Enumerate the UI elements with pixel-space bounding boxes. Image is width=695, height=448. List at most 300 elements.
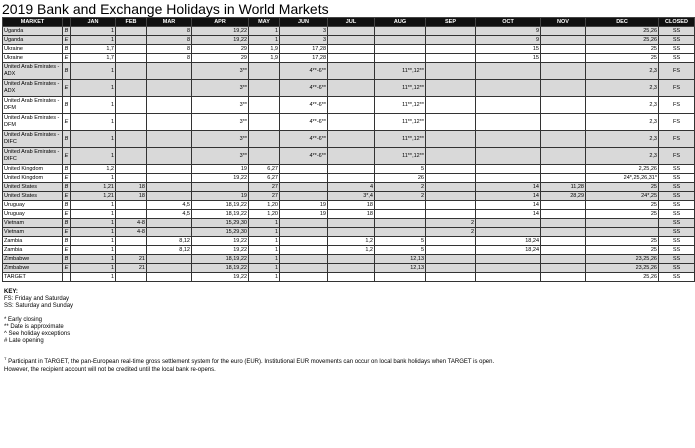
holiday-dates [375, 54, 426, 63]
key-fs: FS: Friday and Saturday [4, 296, 70, 302]
footnote-marker: T [4, 356, 7, 361]
holiday-dates [328, 219, 375, 228]
holiday-dates [116, 131, 147, 148]
holiday-dates: 18,24 [476, 237, 541, 246]
holiday-dates [476, 80, 541, 97]
holiday-dates [541, 45, 586, 54]
holiday-dates: 23,25,26 [586, 264, 659, 273]
holiday-dates: 1 [71, 219, 116, 228]
holiday-dates: 19 [280, 210, 328, 219]
holiday-dates [426, 201, 476, 210]
holiday-dates: 25,26 [586, 36, 659, 45]
market-name: United Arab Emirates - ADX [3, 63, 63, 80]
holiday-type: B [63, 219, 71, 228]
holiday-dates: 1 [249, 246, 280, 255]
holiday-dates [116, 63, 147, 80]
holiday-dates [280, 273, 328, 282]
column-header: JUN [280, 18, 328, 27]
market-name: Zimbabwe [3, 255, 63, 264]
holiday-dates: 25 [586, 246, 659, 255]
market-name: Ukraine [3, 45, 63, 54]
holiday-dates: 27 [249, 183, 280, 192]
table-body [3, 27, 695, 282]
holiday-dates [541, 273, 586, 282]
holiday-dates: 1 [71, 174, 116, 183]
holiday-dates: 18,24 [476, 246, 541, 255]
holiday-dates [541, 210, 586, 219]
holiday-dates [147, 131, 192, 148]
holiday-dates [116, 114, 147, 131]
holiday-dates: 3** [192, 114, 249, 131]
closed-days: SS [659, 165, 695, 174]
holiday-dates [249, 131, 280, 148]
holiday-dates [328, 273, 375, 282]
holiday-dates [147, 273, 192, 282]
holiday-dates [426, 210, 476, 219]
holiday-dates: 4,5 [147, 210, 192, 219]
table-row [3, 27, 695, 36]
holiday-dates [249, 148, 280, 165]
holiday-dates: 11**,12** [375, 80, 426, 97]
market-name: United Arab Emirates - DIFC [3, 148, 63, 165]
holiday-dates: 1 [71, 246, 116, 255]
holiday-dates [541, 174, 586, 183]
holiday-dates [426, 192, 476, 201]
holiday-dates [249, 80, 280, 97]
holiday-dates: 4,5 [147, 201, 192, 210]
holiday-type: B [63, 201, 71, 210]
holiday-dates [426, 97, 476, 114]
table-row [3, 228, 695, 237]
holiday-dates: 4**-6** [280, 131, 328, 148]
holiday-dates [280, 228, 328, 237]
closed-days: SS [659, 273, 695, 282]
holiday-dates [586, 219, 659, 228]
holiday-dates: 1 [71, 63, 116, 80]
holiday-dates [280, 165, 328, 174]
market-name: United Arab Emirates - DFM [3, 114, 63, 131]
holiday-dates: 11,28 [541, 183, 586, 192]
holiday-dates: 4-8 [116, 228, 147, 237]
holiday-dates: 1 [249, 255, 280, 264]
holiday-type: B [63, 165, 71, 174]
holiday-dates: 1 [71, 131, 116, 148]
holiday-dates [426, 237, 476, 246]
holiday-dates [426, 27, 476, 36]
holiday-dates: 1 [249, 264, 280, 273]
holiday-dates [328, 165, 375, 174]
holiday-dates [147, 264, 192, 273]
holiday-dates [375, 210, 426, 219]
holiday-dates: 3** [192, 148, 249, 165]
market-name: Zimbabwe [3, 264, 63, 273]
holiday-dates: 1 [71, 27, 116, 36]
holiday-dates: 2,25,26 [586, 165, 659, 174]
holiday-dates [116, 165, 147, 174]
target-footnote [4, 355, 667, 374]
holiday-dates [541, 80, 586, 97]
table-row [3, 54, 695, 63]
holiday-dates: 1,21 [71, 183, 116, 192]
holiday-dates [541, 131, 586, 148]
closed-days: SS [659, 237, 695, 246]
holiday-dates: 17,28 [280, 45, 328, 54]
closed-days: SS [659, 36, 695, 45]
footnote-line-1: Participant in TARGET, the pan-European real-time gross settlement system for the euro (EUR). Institutional EUR movements can occur on local bank holidays when TARGET is open. [8, 359, 495, 365]
column-header: MAR [147, 18, 192, 27]
table-row [3, 201, 695, 210]
closed-days: SS [659, 27, 695, 36]
holiday-dates: 1 [249, 273, 280, 282]
holiday-dates: 8 [147, 36, 192, 45]
holiday-dates [375, 201, 426, 210]
table-row [3, 131, 695, 148]
holiday-dates [249, 97, 280, 114]
holiday-dates: 1 [71, 237, 116, 246]
column-header: APR [192, 18, 249, 27]
holiday-dates [116, 27, 147, 36]
holiday-dates [328, 114, 375, 131]
holiday-type: E [63, 192, 71, 201]
holiday-dates: 14 [476, 183, 541, 192]
holiday-dates [375, 219, 426, 228]
table-row [3, 114, 695, 131]
holiday-dates [426, 54, 476, 63]
holiday-dates [147, 183, 192, 192]
market-name: United Arab Emirates - ADX [3, 80, 63, 97]
holiday-dates [541, 219, 586, 228]
holiday-dates [280, 246, 328, 255]
holiday-dates [147, 192, 192, 201]
holiday-dates: 6,27 [249, 174, 280, 183]
holiday-dates: 25,26 [586, 27, 659, 36]
holiday-type: E [63, 148, 71, 165]
page-title: 2019 Bank and Exchange Holidays in World Markets [2, 1, 329, 17]
holiday-dates: 21 [116, 255, 147, 264]
closed-days: SS [659, 246, 695, 255]
holiday-dates: 2,3 [586, 148, 659, 165]
holiday-type: E [63, 210, 71, 219]
holiday-dates [116, 97, 147, 114]
holiday-dates [280, 192, 328, 201]
table-row [3, 219, 695, 228]
holiday-dates: 2 [426, 219, 476, 228]
holiday-dates: 18,19,22 [192, 264, 249, 273]
holiday-dates [116, 45, 147, 54]
table-row [3, 174, 695, 183]
holiday-dates: 8,12 [147, 246, 192, 255]
holiday-dates [192, 183, 249, 192]
holiday-dates: 9 [476, 36, 541, 45]
holiday-dates: 8 [147, 27, 192, 36]
market-name: TARGET [3, 273, 63, 282]
holiday-type: B [63, 131, 71, 148]
key-early-closing: * Early closing [4, 317, 43, 323]
holiday-dates: 2,3 [586, 63, 659, 80]
holiday-dates: 1,7 [71, 45, 116, 54]
holiday-dates [116, 54, 147, 63]
holiday-dates [328, 148, 375, 165]
holiday-type: B [63, 63, 71, 80]
column-header: NOV [541, 18, 586, 27]
holiday-dates [328, 174, 375, 183]
holiday-type: E [63, 36, 71, 45]
market-name: United States [3, 192, 63, 201]
holiday-dates [147, 97, 192, 114]
holiday-dates: 1 [249, 36, 280, 45]
holiday-dates: 1 [249, 27, 280, 36]
market-name: Uruguay [3, 201, 63, 210]
holiday-dates [375, 273, 426, 282]
holiday-dates: 15 [476, 54, 541, 63]
holiday-dates [328, 27, 375, 36]
closed-days: FS [659, 80, 695, 97]
holiday-dates [147, 80, 192, 97]
closed-days: FS [659, 148, 695, 165]
holiday-type: B [63, 183, 71, 192]
market-name: Vietnam [3, 228, 63, 237]
holiday-dates: 11**,12** [375, 114, 426, 131]
holiday-dates: 29 [192, 45, 249, 54]
holiday-dates: 19 [280, 201, 328, 210]
holiday-dates: 1,2 [328, 246, 375, 255]
closed-days: SS [659, 228, 695, 237]
holiday-dates: 17,28 [280, 54, 328, 63]
holiday-dates: 19,22 [192, 246, 249, 255]
holiday-dates: 11**,12** [375, 63, 426, 80]
holiday-dates [476, 174, 541, 183]
holiday-dates [280, 237, 328, 246]
market-name: Zambia [3, 246, 63, 255]
closed-days: SS [659, 201, 695, 210]
holiday-dates: 25 [586, 237, 659, 246]
closed-days: SS [659, 54, 695, 63]
closed-days: FS [659, 63, 695, 80]
holiday-dates [476, 97, 541, 114]
holiday-dates [116, 80, 147, 97]
holiday-dates: 3** [192, 80, 249, 97]
column-header: MAY [249, 18, 280, 27]
holiday-dates: 18 [116, 192, 147, 201]
holiday-dates: 2,3 [586, 97, 659, 114]
holiday-dates: 3** [192, 63, 249, 80]
holiday-type: E [63, 246, 71, 255]
holiday-dates [116, 148, 147, 165]
table-row [3, 192, 695, 201]
holiday-dates [280, 183, 328, 192]
holiday-dates: 2,3 [586, 131, 659, 148]
holiday-dates: 4**-6** [280, 80, 328, 97]
holiday-dates: 2,3 [586, 80, 659, 97]
closed-days: SS [659, 219, 695, 228]
closed-days: SS [659, 255, 695, 264]
holiday-dates: 1 [71, 148, 116, 165]
holiday-dates: 3** [192, 97, 249, 114]
closed-days: SS [659, 264, 695, 273]
holiday-dates [116, 201, 147, 210]
holiday-dates: 5 [375, 237, 426, 246]
holiday-dates: 18 [116, 183, 147, 192]
table-row [3, 273, 695, 282]
holiday-dates [541, 36, 586, 45]
holiday-dates: 14 [476, 192, 541, 201]
market-name: United States [3, 183, 63, 192]
column-header [63, 18, 71, 27]
holiday-dates: 25 [586, 201, 659, 210]
holiday-dates: 1,9 [249, 45, 280, 54]
holiday-dates [476, 131, 541, 148]
holiday-dates [426, 148, 476, 165]
holiday-dates: 21 [116, 264, 147, 273]
holiday-dates: 28,29 [541, 192, 586, 201]
table-row [3, 264, 695, 273]
holiday-type: B [63, 97, 71, 114]
table-row [3, 97, 695, 114]
holiday-dates: 9 [476, 27, 541, 36]
holiday-dates: 3*,4 [328, 192, 375, 201]
holiday-type: E [63, 228, 71, 237]
holiday-dates: 1,21 [71, 192, 116, 201]
holiday-dates: 4-8 [116, 219, 147, 228]
holiday-dates [375, 27, 426, 36]
holiday-dates: 24*,25 [586, 192, 659, 201]
holiday-dates [426, 183, 476, 192]
holiday-dates [116, 174, 147, 183]
holiday-dates: 4**-6** [280, 63, 328, 80]
holiday-dates: 8,12 [147, 237, 192, 246]
holiday-dates: 19 [192, 165, 249, 174]
table-row [3, 246, 695, 255]
holiday-dates [476, 63, 541, 80]
holiday-type: E [63, 54, 71, 63]
holiday-dates: 15 [476, 45, 541, 54]
holiday-dates [147, 148, 192, 165]
holiday-dates [375, 228, 426, 237]
holiday-dates [426, 45, 476, 54]
table-row [3, 45, 695, 54]
holiday-dates [426, 131, 476, 148]
holiday-dates [541, 114, 586, 131]
footnote-line-2: However, the recipient account will not be credited until the local bank re-opens. [4, 367, 216, 373]
holiday-dates: 8 [147, 54, 192, 63]
holiday-dates: 4**-6** [280, 97, 328, 114]
holiday-dates: 23,25,26 [586, 255, 659, 264]
holiday-dates: 4**-6** [280, 148, 328, 165]
holiday-dates: 2 [375, 192, 426, 201]
column-header: FEB [116, 18, 147, 27]
holiday-dates: 1 [71, 114, 116, 131]
key-ss: SS: Saturday and Sunday [4, 303, 74, 309]
holiday-type: E [63, 174, 71, 183]
closed-days: SS [659, 192, 695, 201]
holiday-dates: 14 [476, 201, 541, 210]
holiday-dates [328, 63, 375, 80]
holiday-dates: 25,26 [586, 273, 659, 282]
holiday-dates [476, 165, 541, 174]
holiday-dates: 1 [71, 228, 116, 237]
holiday-dates [541, 27, 586, 36]
holiday-dates [426, 264, 476, 273]
table-row [3, 36, 695, 45]
holiday-dates: 8 [147, 45, 192, 54]
holiday-dates: 19,22 [192, 36, 249, 45]
holiday-dates [375, 45, 426, 54]
market-name: Uganda [3, 36, 63, 45]
holiday-dates [328, 45, 375, 54]
holiday-dates [280, 255, 328, 264]
holiday-dates: 3** [192, 131, 249, 148]
holiday-type: B [63, 237, 71, 246]
holiday-dates: 25 [586, 210, 659, 219]
closed-days: FS [659, 97, 695, 114]
table-row [3, 255, 695, 264]
holiday-dates [476, 264, 541, 273]
closed-days: FS [659, 114, 695, 131]
holiday-dates: 1,20 [249, 210, 280, 219]
holiday-type [63, 273, 71, 282]
holiday-dates: 26 [375, 174, 426, 183]
holiday-dates [328, 80, 375, 97]
holiday-dates: 6,27 [249, 165, 280, 174]
holiday-dates: 1 [249, 228, 280, 237]
holiday-type: B [63, 255, 71, 264]
holiday-dates [147, 228, 192, 237]
holiday-dates: 1 [71, 97, 116, 114]
holiday-dates: 14 [476, 210, 541, 219]
holiday-dates: 2 [426, 228, 476, 237]
holiday-dates [280, 219, 328, 228]
holiday-dates: 29 [192, 54, 249, 63]
market-name: United Kingdom [3, 165, 63, 174]
holiday-dates [426, 174, 476, 183]
holiday-dates [541, 237, 586, 246]
holiday-dates: 15,29,30 [192, 228, 249, 237]
holiday-dates [147, 255, 192, 264]
column-header: AUG [375, 18, 426, 27]
holiday-table [2, 17, 695, 282]
holiday-dates [426, 80, 476, 97]
holiday-dates [476, 148, 541, 165]
holiday-dates: 18,19,22 [192, 210, 249, 219]
holiday-type: B [63, 45, 71, 54]
key-approximate: ** Date is approximate [4, 324, 64, 330]
holiday-dates: 1 [71, 36, 116, 45]
holiday-dates [476, 219, 541, 228]
holiday-dates: 19,22 [192, 27, 249, 36]
holiday-dates: 3 [280, 36, 328, 45]
holiday-dates [476, 228, 541, 237]
holiday-dates: 1 [249, 219, 280, 228]
holiday-dates [328, 54, 375, 63]
header-row [3, 18, 695, 27]
closed-days: SS [659, 183, 695, 192]
closed-days: SS [659, 45, 695, 54]
holiday-dates [147, 63, 192, 80]
holiday-dates: 12,13 [375, 255, 426, 264]
holiday-dates [280, 174, 328, 183]
holiday-dates [541, 228, 586, 237]
holiday-dates [541, 246, 586, 255]
column-header: JAN [71, 18, 116, 27]
holiday-dates [328, 36, 375, 45]
market-name: Uganda [3, 27, 63, 36]
holiday-dates: 5 [375, 246, 426, 255]
holiday-dates [541, 165, 586, 174]
holiday-dates [116, 237, 147, 246]
holiday-dates [147, 165, 192, 174]
holiday-dates: 25 [586, 183, 659, 192]
holiday-dates [541, 63, 586, 80]
